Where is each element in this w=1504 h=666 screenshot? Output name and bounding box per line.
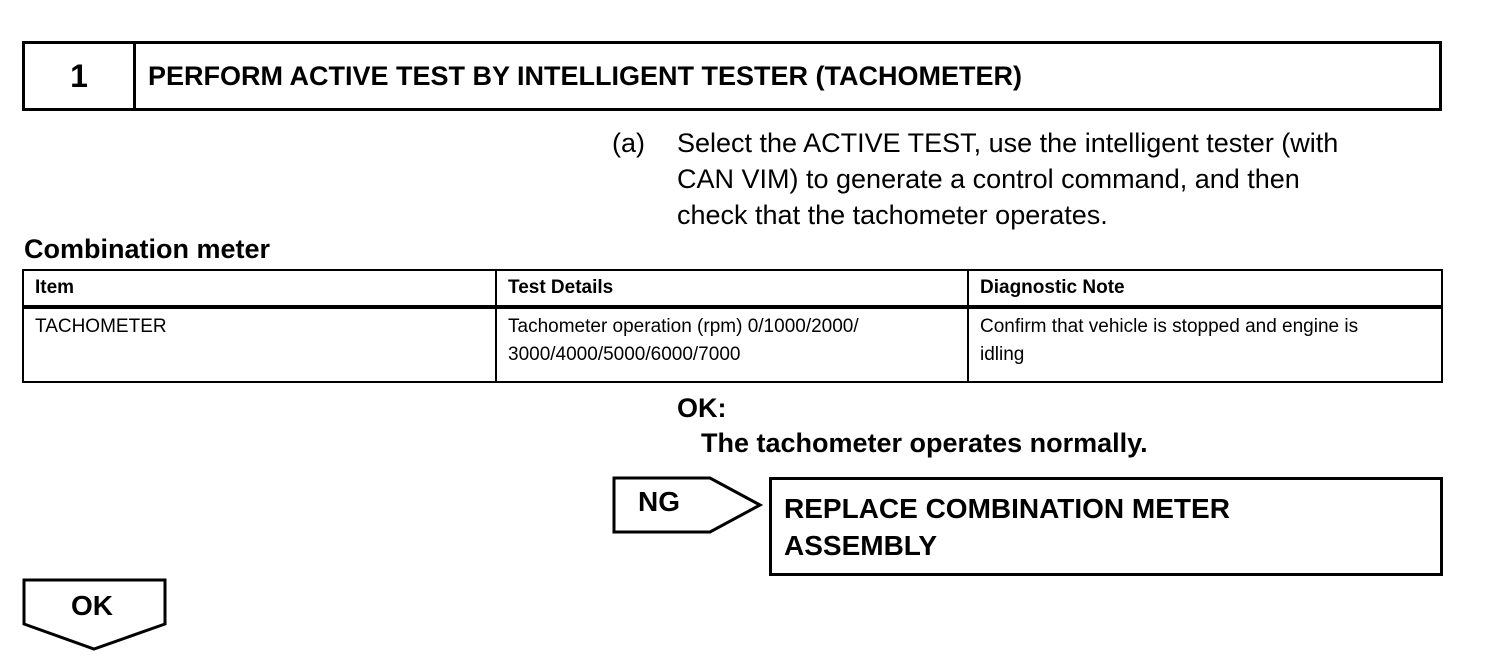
ng-action-box bbox=[769, 477, 1443, 576]
cell-line: Confirm that vehicle is stopped and engine is bbox=[980, 316, 1359, 337]
table-header-row bbox=[23, 270, 1442, 307]
column-header-diagnostic-note: Diagnostic Note bbox=[968, 270, 1442, 307]
ok-result-text: The tachometer operates normally. bbox=[701, 428, 1148, 458]
column-header-test-details: Test Details bbox=[496, 270, 968, 307]
instruction-text bbox=[677, 125, 1442, 233]
cell-line: idling bbox=[980, 344, 1025, 365]
combination-meter-table bbox=[22, 269, 1443, 383]
cell-diagnostic-note bbox=[968, 307, 1442, 382]
column-header-item: Item bbox=[23, 270, 496, 307]
ok-label: OK: bbox=[677, 393, 727, 423]
ng-action-line: ASSEMBLY bbox=[784, 530, 938, 561]
instruction-line: check that the tachometer operates. bbox=[677, 200, 1108, 230]
cell-line: Tachometer operation (rpm) 0/1000/2000/ bbox=[508, 316, 859, 337]
ok-arrow-label: OK bbox=[71, 590, 113, 621]
step-title: PERFORM ACTIVE TEST BY INTELLIGENT TESTER (TACHOMETER) bbox=[148, 60, 1023, 91]
table-row bbox=[23, 307, 1442, 382]
instruction-line: CAN VIM) to generate a control command, and then bbox=[677, 164, 1300, 194]
cell-item: TACHOMETER bbox=[23, 307, 496, 382]
step-number: 1 bbox=[25, 44, 136, 108]
ng-action-line: REPLACE COMBINATION METER bbox=[784, 493, 1230, 524]
instruction-label: (a) bbox=[612, 128, 645, 158]
section-title: Combination meter bbox=[24, 234, 271, 264]
instruction-line: Select the ACTIVE TEST, use the intelligent tester (with bbox=[677, 128, 1339, 158]
ng-arrow-icon bbox=[612, 476, 764, 534]
cell-test-details bbox=[496, 307, 968, 382]
step-header bbox=[22, 41, 1442, 111]
cell-line: 3000/4000/5000/6000/7000 bbox=[508, 344, 741, 365]
ng-label: NG bbox=[638, 486, 680, 517]
